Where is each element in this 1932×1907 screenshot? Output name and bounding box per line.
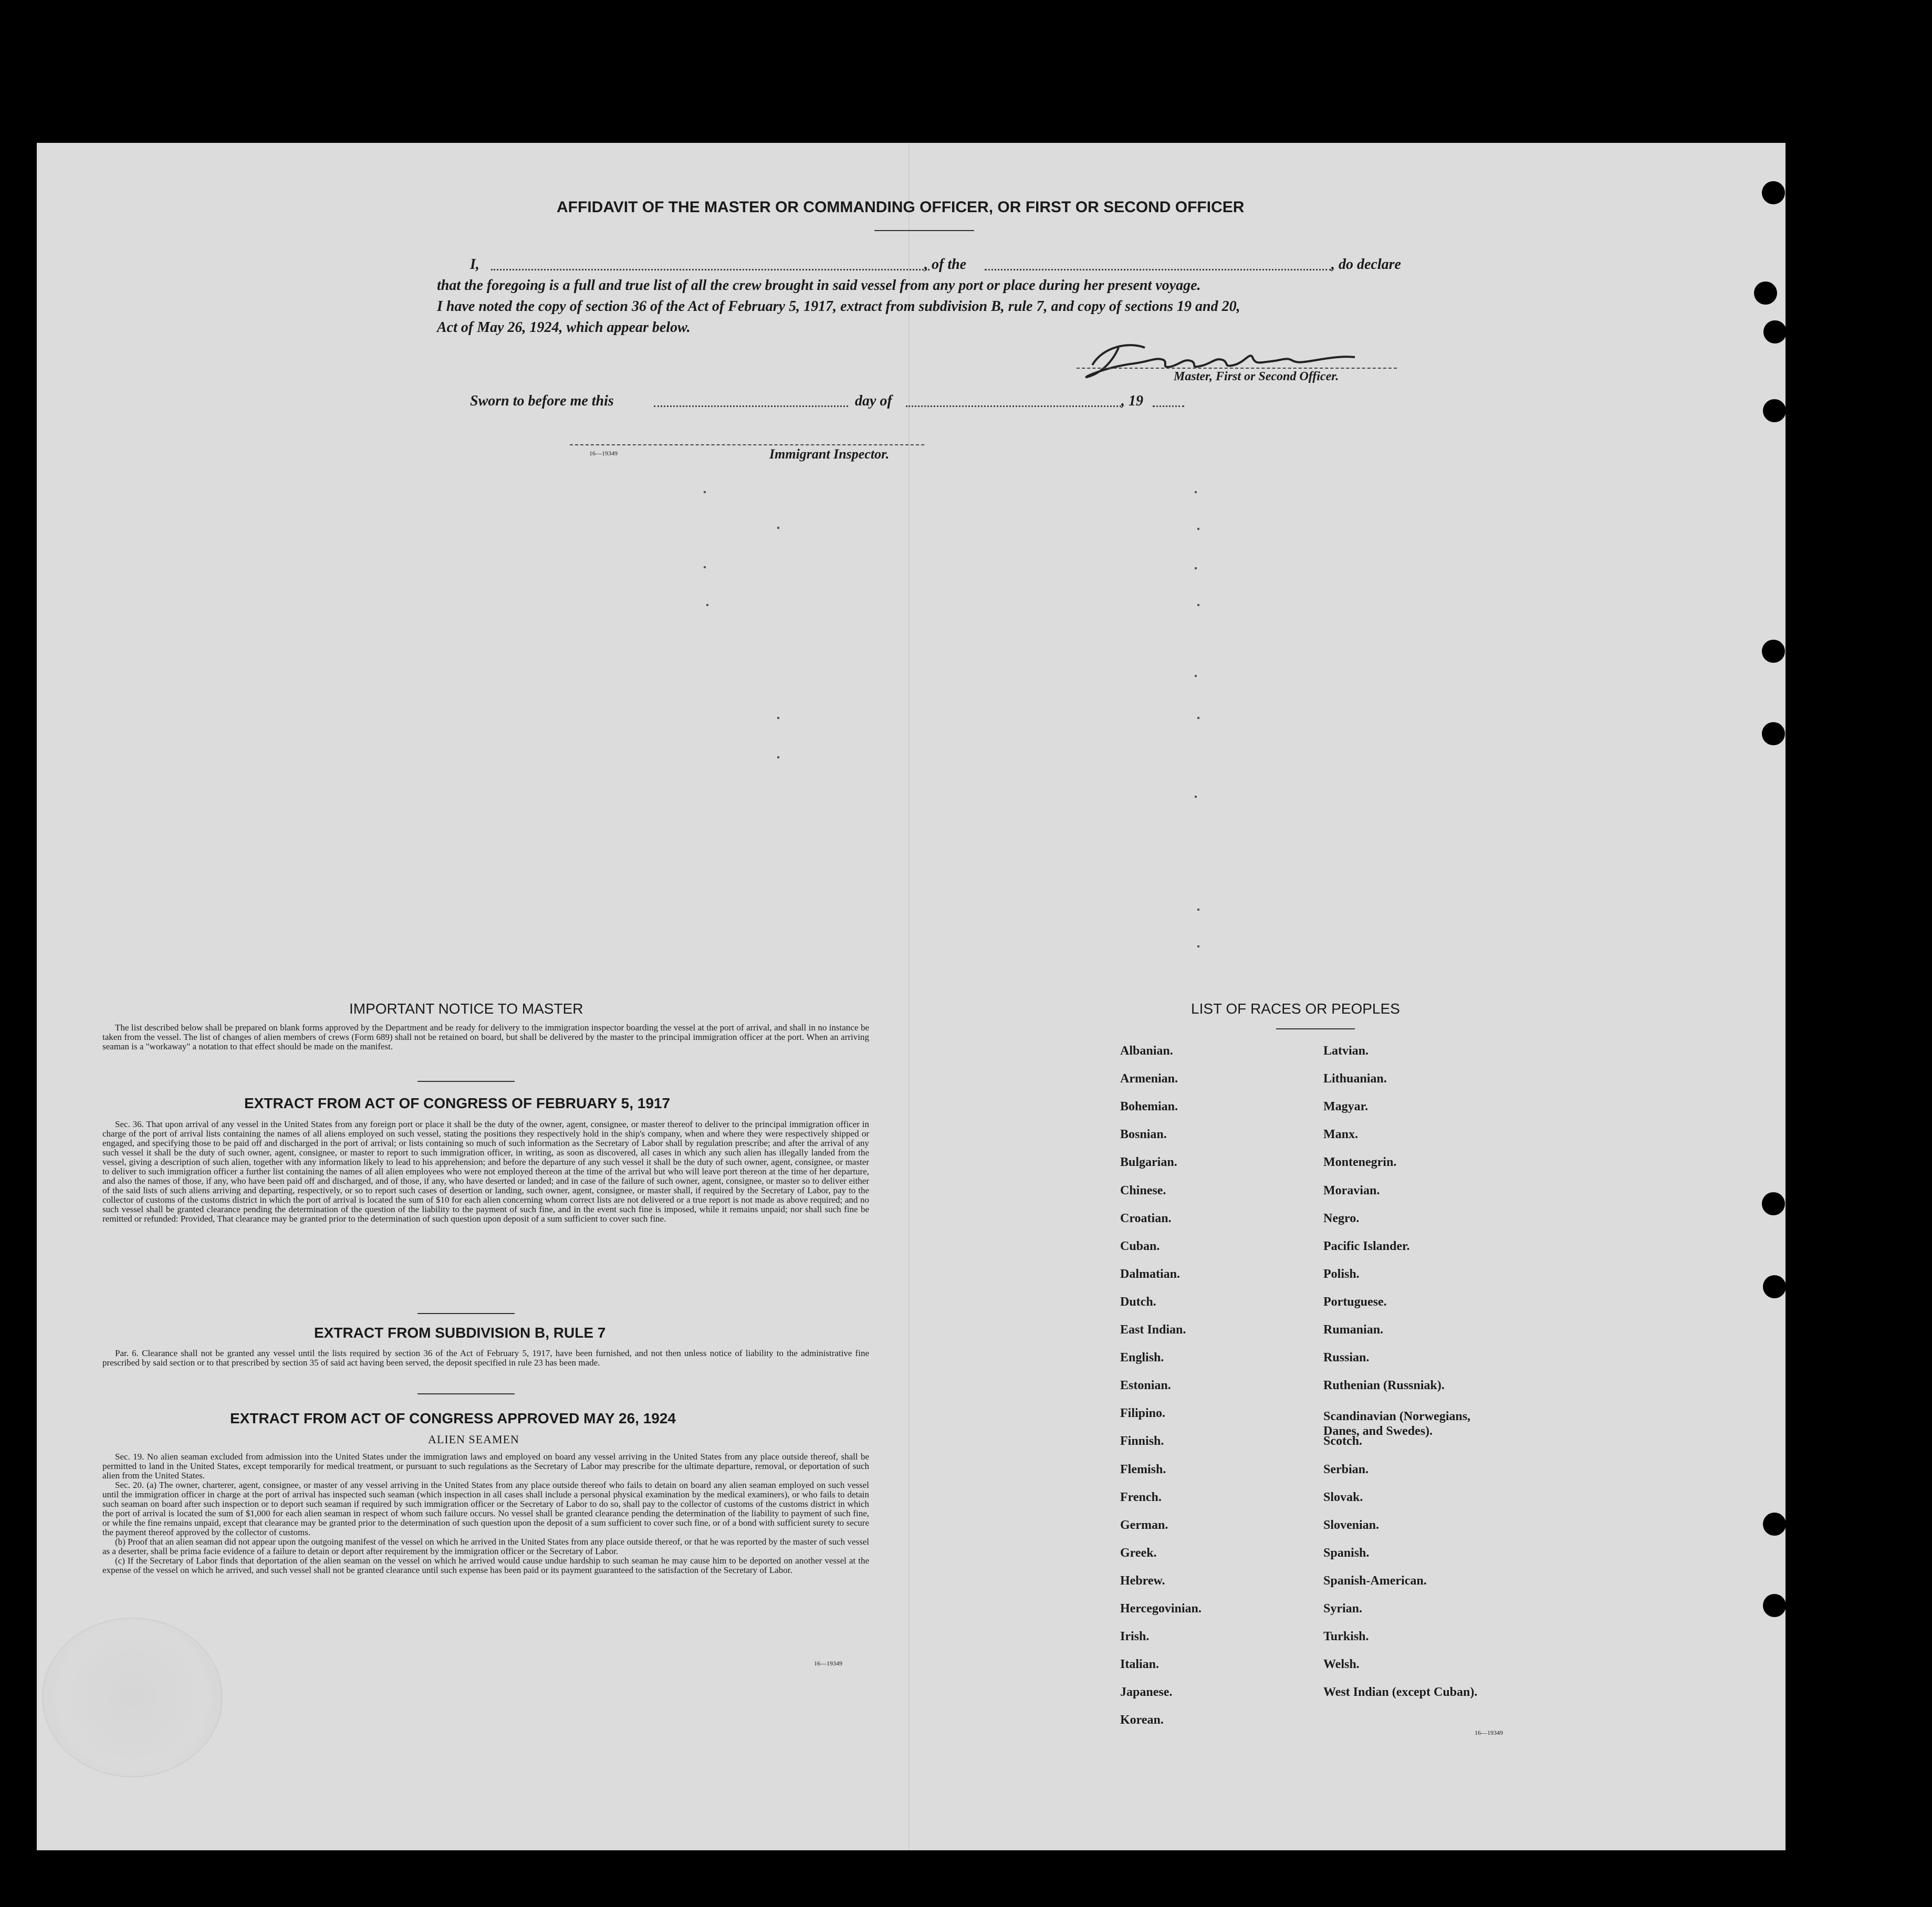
races-title-underline (1276, 1028, 1355, 1029)
inspector-line (570, 444, 924, 445)
binder-hole (1762, 722, 1785, 745)
sworn-month-blank[interactable] (906, 405, 1121, 407)
race-item: Estonian. (1120, 1379, 1171, 1393)
race-item: Bosnian. (1120, 1128, 1167, 1142)
signature-caption: Master, First or Second Officer. (1174, 370, 1339, 383)
race-item: Chinese. (1120, 1183, 1166, 1197)
alien-seamen-subtitle: ALIEN SEAMEN (428, 1433, 519, 1446)
title-underline (874, 230, 974, 231)
sec19-paragraph: Sec. 19. No alien seaman excluded from admission into the United States under the immigration laws and employed on board any vessel arriving in the United States from any place outside thereof, shall be permitted to land in the United States, except temporarily for medical treatment, or pursuant to such regulations as the Secretary of Labor may prescribe for the ultimate departure, removal, or deportation of such alien from the United States. (102, 1452, 869, 1481)
race-item: West Indian (except Cuban). (1323, 1685, 1478, 1700)
name-blank[interactable] (491, 269, 930, 270)
race-item: Manx. (1323, 1128, 1358, 1142)
extract-1924-text (102, 1452, 869, 1575)
race-item: Montenegrin. (1323, 1155, 1397, 1170)
race-item: Pacific Islander. (1323, 1239, 1410, 1253)
vessel-blank[interactable] (985, 269, 1331, 270)
race-item: Greek. (1120, 1546, 1157, 1560)
race-item: Italian. (1120, 1658, 1160, 1672)
divider (417, 1313, 515, 1314)
mark (704, 566, 706, 568)
center-fold (908, 143, 910, 1850)
mark (1195, 675, 1197, 677)
mark (1197, 604, 1199, 606)
race-item: Turkish. (1323, 1630, 1369, 1644)
form-number-bottom-right: 16—19349 (1475, 1729, 1503, 1736)
race-item: Korean. (1120, 1713, 1164, 1727)
race-item: Dalmatian. (1120, 1267, 1180, 1281)
inspector-caption: Immigrant Inspector. (769, 446, 890, 462)
sec20a-paragraph: Sec. 20. (a) The owner, charterer, agent, consignee, or master of any vessel arriving in the United States from any place outside thereof who fails to detain on board any alien seaman employed on such vessel until the immigration officer in charge at the port of arrival has inspected such seaman (which inspection in all cases shall include a personal physical examination by the medical examiners), or who fails to detain such seaman on board after such inspection or to deport such seaman if required by such immigration officer or the Secretary of Labor to do so, shall pay to the collector of customs of the customs district in which the port of arrival is located the sum of $1,000 for each alien seaman in respect of whom such failure occurs. No vessel shall be granted clearance pending the determination of the liability to payment of such fine, or while the fine remains unpaid, except that clearance may be granted prior to the determination of such question upon the deposit of a sum sufficient to cover such fine, or of a bond with sufficient surety to secure the payment thereof approved by the collector of customs. (102, 1480, 869, 1537)
mark (1195, 491, 1197, 493)
race-item: English. (1120, 1351, 1164, 1365)
sworn-year-blank[interactable] (1153, 405, 1184, 407)
mark (1197, 717, 1199, 719)
mark (777, 756, 779, 758)
race-item: Latvian. (1323, 1044, 1369, 1058)
race-item: Japanese. (1120, 1685, 1173, 1700)
signature-line (1077, 368, 1397, 369)
rule7-title: EXTRACT FROM SUBDIVISION B, RULE 7 (314, 1325, 606, 1341)
race-item: French. (1120, 1490, 1162, 1504)
race-item: Spanish-American. (1323, 1573, 1427, 1588)
race-item: Negro. (1323, 1211, 1360, 1225)
race-item: Russian. (1323, 1351, 1370, 1365)
race-item: Slovenian. (1323, 1518, 1380, 1532)
notice-title: IMPORTANT NOTICE TO MASTER (349, 1001, 583, 1017)
affidavit-line4: Act of May 26, 1924, which appear below. (437, 319, 691, 336)
sec20c-paragraph: (c) If the Secretary of Labor finds that deportation of the alien seaman on the vessel on which he arrived would cause undue hardship to such seaman he may cause him to be deported on another vessel at the expense of the vessel on which he arrived, and such vessel shall not be granted clearance until such expense has been paid or its payment guaranteed to the satisfaction of the Secretary of Labor. (102, 1556, 869, 1575)
affidavit-title: AFFIDAVIT OF THE MASTER OR COMMANDING OFFICER, OR FIRST OR SECOND OFFICER (557, 199, 1245, 216)
mark (777, 717, 779, 719)
race-item: Syrian. (1323, 1602, 1363, 1616)
divider (417, 1081, 515, 1082)
binder-hole (1762, 1192, 1785, 1215)
extract-1917-title: EXTRACT FROM ACT OF CONGRESS OF FEBRUARY 5, 1917 (244, 1095, 671, 1111)
race-item: Albanian. (1120, 1044, 1173, 1058)
notice-paragraph: The list described below shall be prepared on blank forms approved by the Department and be ready for delivery to the immigration inspector boarding the vessel at the port of arrival, and shall in no instance be taken from the vessel. The list of changes of alien members of crews (Form 689) shall not be retained on board, but shall be delivered by the master to the principal immigration officer at the port. When an arriving seaman is a "workaway" a notation to that effect should be made on the manifest. (102, 1023, 869, 1051)
race-item: Slovak. (1323, 1490, 1363, 1504)
mark (777, 527, 779, 529)
race-item: Welsh. (1323, 1658, 1360, 1672)
race-item: Scotch. (1323, 1434, 1362, 1449)
sec36-paragraph: Sec. 36. That upon arrival of any vessel in the United States from any foreign port or place it shall be the duty of the owner, agent, consignee, or master thereof to deliver to the principal immigration officer in charge of the port of arrival lists containing the names of all aliens employed on such vessel, stating the positions they respectively hold in the ship's company, when and where they were respectively shipped or engaged, and specifying those to be paid off and discharged in the port of arrival; or lists containing so much of such information as the Secretary of Labor shall by regulation prescribe; and after the arrival of any such vessel it shall be the duty of such owner, agent, consignee, or master to report to such immigration officer, in writing, as soon as discovered, all cases in which any such alien has illegally landed from the vessel, giving a description of such alien, together with any information likely to lead to his apprehension; and before the departure of any such vessel it shall be the duty of such owner, agent, consignee, or master to deliver to such immigration officer a further list containing the names of all alien employees who were not employed thereon at the time of the arrival but who will leave port thereon at the time of her departure, and also the names of those, if any, who have been paid off and discharged, and of those, if any, who have deserted or landed; and in case of the failure of such owner, agent, consignee, or master so to deliver either of the said lists of such aliens arriving and departing, respectively, or so to report such cases of desertion or landing, such owner, agent, consignee, or master shall, if required by the Secretary of Labor, pay to the collector of customs of the customs district in which the port of arrival is located the sum of $10 for each alien concerning whom correct lists are not delivered or a true report is not made as above required; and no such vessel shall be granted clearance pending the determination of the question of the liability to the payment of such fine, and in the event such fine is imposed, while it remains unpaid; nor shall such fine be remitted or refunded: Provided, That clearance may be granted prior to the determination of such question upon deposit of a sum sufficient to cover such fine. (102, 1119, 869, 1224)
race-item: Croatian. (1120, 1211, 1172, 1225)
affidavit-line1-i: I, (470, 256, 479, 273)
affidavit-line3: I have noted the copy of section 36 of the Act of February 5, 1917, extract from subdivision B, rule 7, and copy of sections 19 and 20, (437, 298, 1240, 315)
sworn-day-of: day of (855, 393, 892, 409)
race-item: Magyar. (1323, 1100, 1369, 1114)
mark (1197, 945, 1199, 947)
race-item: Moravian. (1323, 1183, 1380, 1197)
mark (1197, 528, 1199, 530)
binder-hole (1763, 1513, 1786, 1536)
race-item: Filipino. (1120, 1406, 1166, 1421)
extract-1917-text (102, 1120, 869, 1224)
race-item: East Indian. (1120, 1323, 1186, 1337)
rule7-paragraph: Par. 6. Clearance shall not be granted any vessel until the lists required by section 36 of the Act of February 5, 1917, have been furnished, and not then unless notice of liability to the administrative fine prescribed by said section or to that prescribed by section 35 of said act having been served, the deposit specified in rule 23 has been made. (102, 1348, 869, 1368)
race-item: Flemish. (1120, 1462, 1166, 1476)
race-item: Irish. (1120, 1630, 1150, 1644)
mark (706, 604, 708, 606)
binder-hole (1762, 181, 1785, 204)
binder-hole (1762, 640, 1785, 663)
race-item: Finnish. (1120, 1434, 1164, 1449)
binder-hole (1763, 1275, 1786, 1298)
mark (704, 491, 706, 493)
races-title: LIST OF RACES OR PEOPLES (1191, 1001, 1400, 1017)
race-item: Hebrew. (1120, 1573, 1165, 1588)
sworn-year: , 19 (1121, 393, 1143, 409)
race-item: Danes, and Swedes). (1323, 1424, 1433, 1439)
binder-hole (1754, 282, 1777, 305)
mark (1195, 567, 1197, 569)
race-item: Cuban. (1120, 1239, 1160, 1253)
race-item: Hercegovinian. (1120, 1602, 1202, 1616)
mark (1197, 909, 1199, 911)
race-item: German. (1120, 1518, 1168, 1532)
document-sheet (37, 143, 1785, 1850)
race-item: Serbian. (1323, 1462, 1369, 1476)
race-item: Armenian. (1120, 1072, 1178, 1086)
notice-text (102, 1023, 869, 1051)
race-item: Lithuanian. (1323, 1072, 1387, 1086)
binder-hole (1763, 1594, 1786, 1617)
race-item: Dutch. (1120, 1295, 1156, 1309)
form-number-top: 16—19349 (589, 450, 618, 457)
binder-hole (1763, 320, 1787, 343)
rule7-text (102, 1349, 869, 1368)
race-item: Rumanian. (1323, 1323, 1384, 1337)
race-item: Spanish. (1323, 1546, 1370, 1560)
form-number-bottom-left: 16—19349 (814, 1660, 842, 1667)
embossed-seal (42, 1618, 223, 1777)
race-item: Scandinavian (Norwegians, (1323, 1410, 1471, 1424)
race-item: Ruthenian (Russniak). (1323, 1379, 1445, 1393)
race-item: Bohemian. (1120, 1100, 1178, 1114)
divider (417, 1393, 515, 1394)
extract-1924-title: EXTRACT FROM ACT OF CONGRESS APPROVED MAY 26, 1924 (230, 1410, 676, 1426)
affidavit-line1-of: , of the (924, 256, 967, 273)
affidavit-line2: that the foregoing is a full and true list of all the crew brought in said vessel from any port or place during her present voyage. (437, 277, 1201, 294)
race-item: Portuguese. (1323, 1295, 1387, 1309)
sworn-day-blank[interactable] (654, 405, 848, 407)
sec20b-paragraph: (b) Proof that an alien seaman did not appear upon the outgoing manifest of the vessel on which he arrived in the United States from any place outside thereof, or that he was reported by the master of such vessel as a deserter, shall be prima facie evidence of a failure to detain or deport after requirement by the immigration officer or the Secretary of Labor. (102, 1537, 869, 1556)
affidavit-line1-declare: , do declare (1331, 256, 1401, 273)
mark (1195, 796, 1197, 798)
race-item: Bulgarian. (1120, 1155, 1177, 1170)
sworn-text: Sworn to before me this (470, 393, 614, 409)
race-item: Polish. (1323, 1267, 1360, 1281)
binder-hole (1763, 399, 1786, 422)
